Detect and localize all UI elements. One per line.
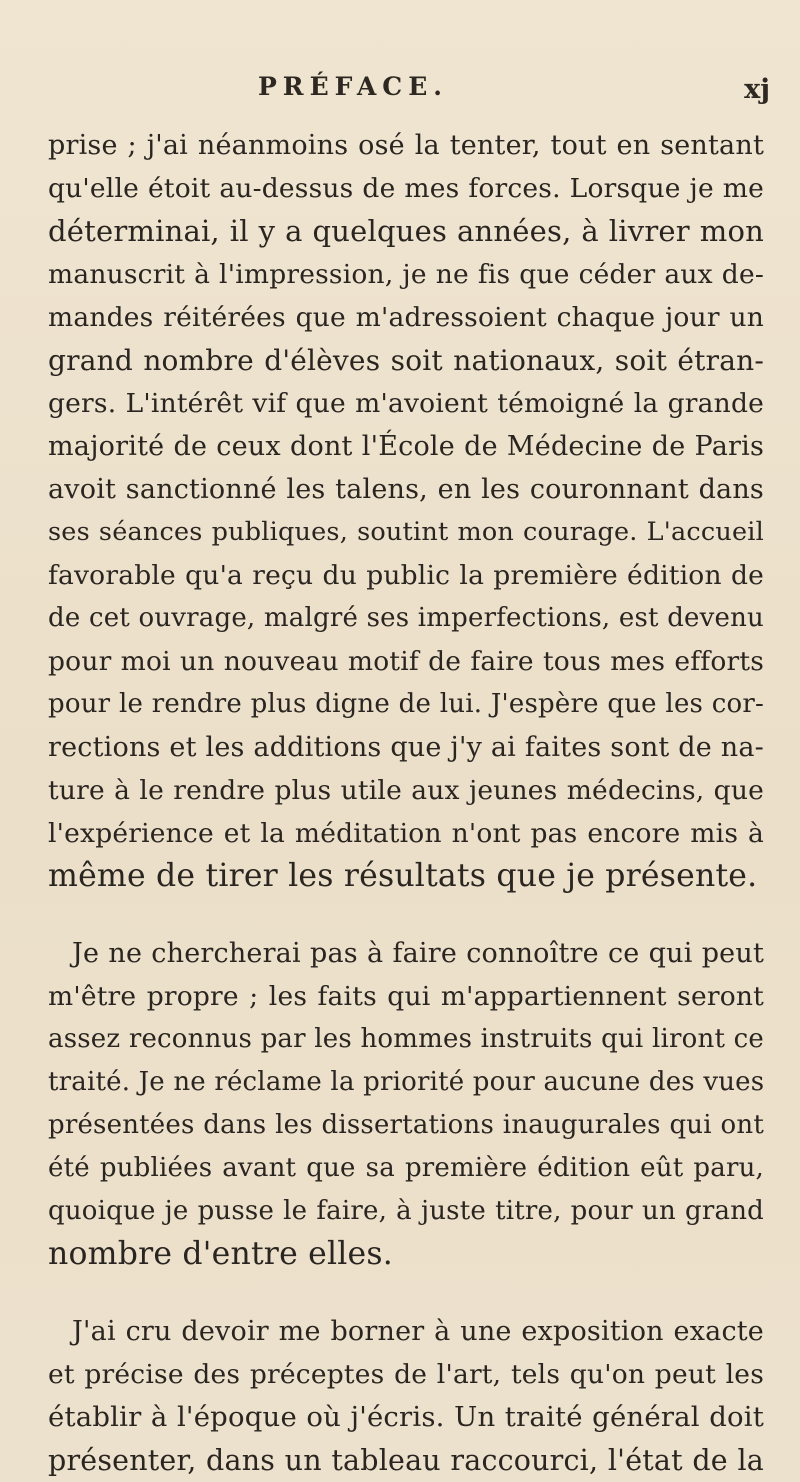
text-line: pour moi un nouveau motif de faire tous mes efforts: [48, 646, 764, 677]
text-line: nombre d'entre elles.: [48, 1236, 393, 1272]
text-line: même de tirer les résultats que je présente.: [48, 858, 758, 894]
text-line: de cet ouvrage, malgré ses imperfections, est devenu: [48, 603, 764, 633]
text-line: présentées dans les dissertations inaugurales qui ont: [48, 1110, 764, 1140]
text-line: m'être propre ; les faits qui m'appartiennent seront: [48, 981, 764, 1012]
text-line: rections et les additions que j'y ai faites sont de na-: [48, 732, 764, 763]
text-line: J'ai cru devoir me borner à une exposition exacte: [72, 1316, 764, 1347]
text-line: traité. Je ne réclame la priorité pour aucune des vues: [48, 1067, 765, 1097]
running-head: [0, 72, 800, 112]
body-text: [48, 124, 764, 1482]
text-line: et précise des préceptes de l'art, tels qu'on peut les: [48, 1359, 764, 1390]
text-line: grand nombre d'élèves soit nationaux, soit étran-: [48, 344, 764, 377]
text-line: prise ; j'ai néanmoins osé la tenter, tout en sentant: [48, 130, 764, 161]
text-line: déterminai, il y a quelques années, à livrer mon: [48, 214, 764, 248]
paragraph-gap: [48, 1276, 764, 1310]
text-line: favorable qu'a reçu du public la première édition de: [48, 560, 764, 591]
text-line: gers. L'intérêt vif que m'avoient témoigné la grande: [48, 388, 764, 419]
text-line: été publiées avant que sa première édition eût paru,: [48, 1153, 764, 1183]
text-line: qu'elle étoit au-dessus de mes forces. Lorsque je me: [48, 173, 764, 204]
text-line: Je ne chercherai pas à faire connoître ce qui peut: [72, 938, 764, 969]
paragraph-1: [48, 124, 764, 898]
text-line: assez reconnus par les hommes instruits qui liront ce: [48, 1024, 764, 1054]
paragraph-3: [48, 1310, 764, 1482]
text-line: ture à le rendre plus utile aux jeunes médecins, que: [48, 775, 764, 806]
text-line: l'expérience et la méditation n'ont pas encore mis à: [48, 818, 764, 849]
text-line: quoique je pusse le faire, à juste titre, pour un grand: [48, 1196, 764, 1226]
text-line: mandes réitérées que m'adressoient chaque jour un: [48, 302, 764, 333]
text-line: avoit sanctionné les talens, en les couronnant dans: [48, 474, 764, 505]
text-line: présenter, dans un tableau raccourci, l'état de la: [48, 1444, 764, 1477]
running-title: PRÉFACE.: [258, 72, 448, 101]
paragraph-2: [48, 932, 764, 1276]
text-line: pour le rendre plus digne de lui. J'espère que les cor-: [48, 689, 764, 719]
paragraph-gap: [48, 898, 764, 932]
text-line: ses séances publiques, soutint mon courage. L'accueil: [48, 517, 764, 547]
text-line: majorité de ceux dont l'École de Médecine de Paris: [48, 431, 764, 462]
text-line: manuscrit à l'impression, je ne fis que céder aux de-: [48, 259, 764, 290]
page-number: xj: [744, 74, 770, 105]
text-line: établir à l'époque où j'écris. Un traité général doit: [48, 1401, 764, 1433]
